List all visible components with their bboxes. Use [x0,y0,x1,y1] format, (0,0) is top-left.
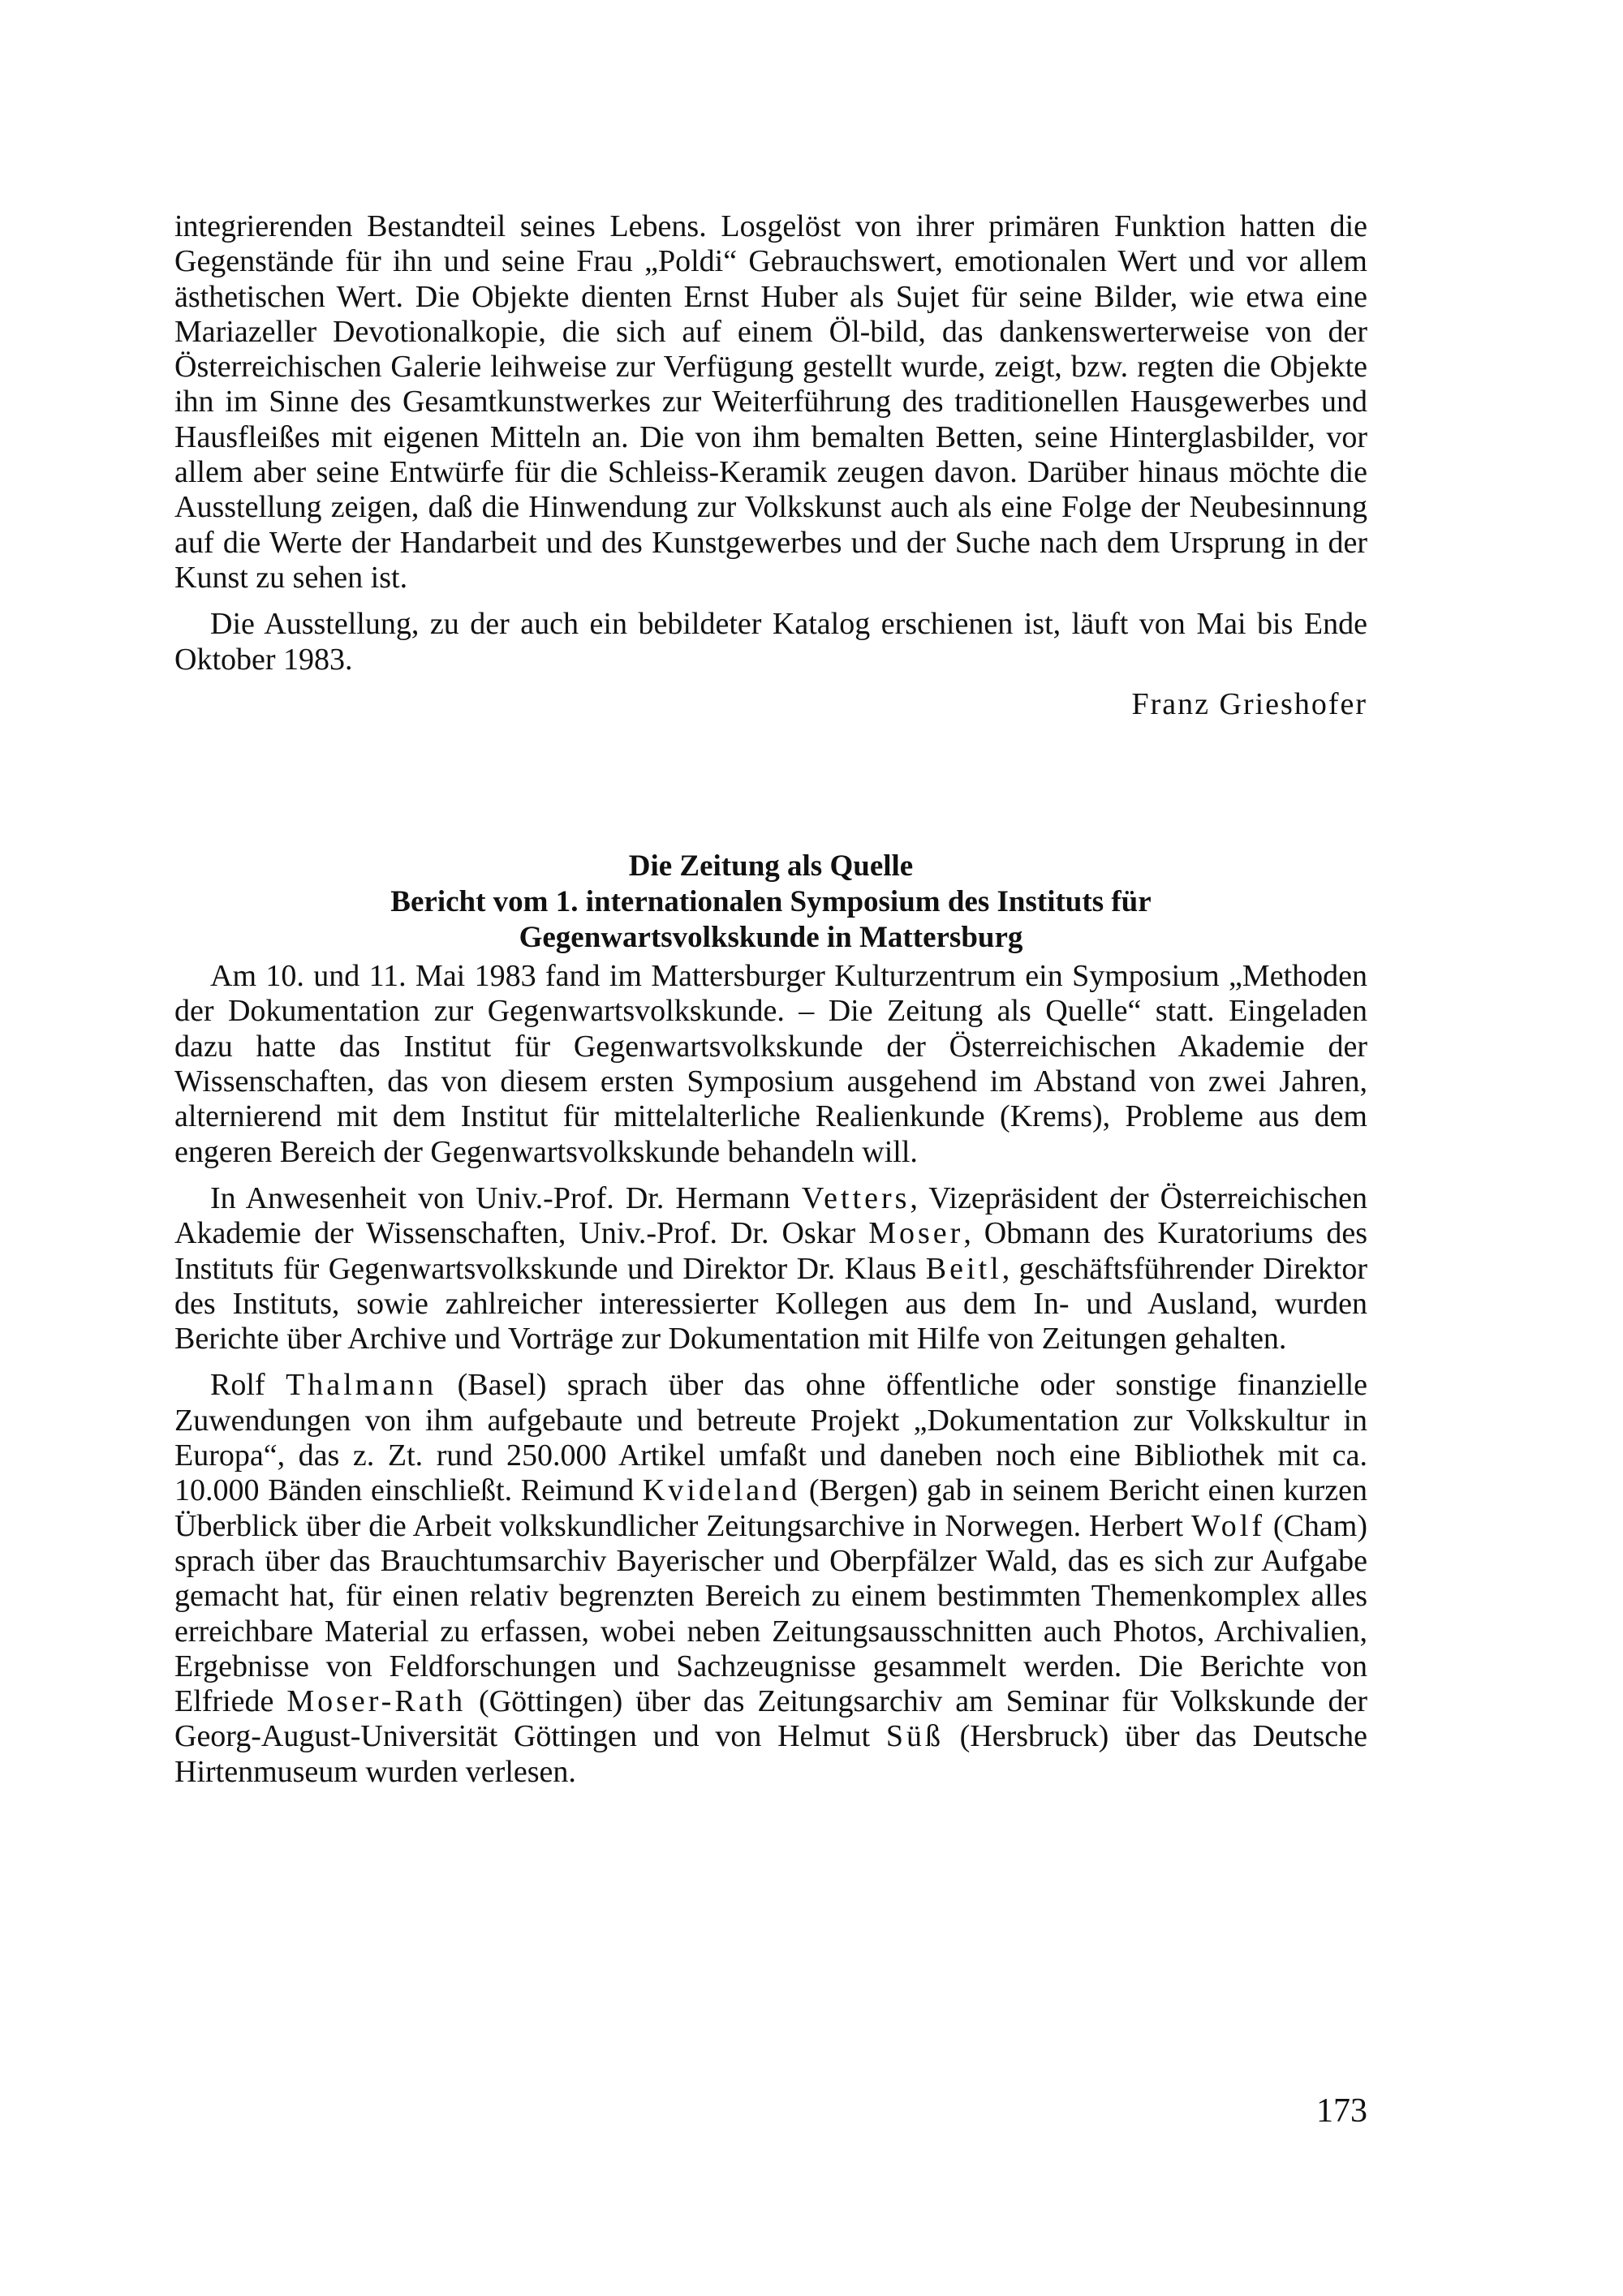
text-run: Rolf [210,1368,286,1403]
article-title: Die Zeitung als Quelle [628,849,914,884]
person-name: Moser-Rath [286,1684,467,1719]
person-name: Süß [885,1719,944,1754]
text-run: (Cham) sprach über das Brauchtumsarchiv Bayerischer und Oberpfälzer Wald, das es sich zur Aufgabe gemacht hat, für einen relativ begrenzten Bereich zu einem bestimmten Themenkomplex alles erreichbare Material zu erfassen, wobei neben Zeitungsausschnitten auch Photos, Archivalien, Ergebnisse von Feldforschungen und Sachzeugnisse gesammelt werden. Die Berichte von Elfriede [174,1508,1367,1719]
paragraph-continuation: integrierenden Bestandteil seines Lebens. Losgelöst von ihrer primären Funktion hatten die Gegenstände für ihn und seine Frau „Poldi“ Gebrauchswert, emotionalen Wert und vor allem ästhetischen Wert. Die Objekte dienten Ernst Huber als Sujet für seine Bilder, wie etwa eine Mariazeller Devotionalkopie, die sich auf einem Öl-bild, das dankenswerterweise von der Österreichischen Galerie leihweise zur Verfügung gestellt wurde, zeigt, bzw. regten die Objekte ihn im Sinne des Gesamtkunstwerkes zur Weiterführung des traditionellen Hausgewerbes und Hausfleißes mit eigenen Mitteln an. Die von ihm bemalten Betten, seine Hinterglasbilder, vor allem aber seine Entwürfe für die Schleiss-Keramik zeugen davon. Darüber hinaus möchte die Ausstellung zeigen, daß die Hinwendung zur Volkskunst auch als eine Folge der Neubesinnung auf die Werte der Handarbeit und des Kunstgewerbes und der Suche nach dem Ursprung in der Kunst zu sehen ist. [174,209,1367,595]
text-run: , Vizepräsident der Österreichischen Akademie der Wissenschaften, Univ.-Prof. Dr. Oskar [174,1180,1367,1251]
person-name: Wolf [1190,1508,1266,1543]
page-body [174,209,1367,1790]
paragraph-symposium-intro: Am 10. und 11. Mai 1983 fand im Mattersburger Kulturzentrum ein Symposium „Methoden der Dokumentation zur Gegenwartsvolkskunde. – Die Zeitung als Quelle“ statt. Eingeladen dazu hatte das Institut für Gegenwartsvolkskunde der Österreichischen Akademie der Wissenschaften, das von diesem ersten Symposium ausgehend im Abstand von zwei Jahren, alternierend mit dem Institut für mittelalterliche Realienkunde (Krems), Probleme aus dem engeren Bereich der Gegenwartsvolkskunde behandeln will. [174,959,1367,1169]
author-signature: Franz Grieshofer [1131,686,1367,721]
person-name: Moser [868,1216,964,1251]
text-run: , geschäftsführender Direktor des Instituts, sowie zahlreicher interessierter Kollegen aus dem In- und Ausland, wurden Berichte über Archive und Vorträge zur Dokumentation mit Hilfe von Zeitungen gehalten. [174,1251,1367,1357]
text-run: , Obmann des Kuratoriums des Instituts für Gegenwartsvolkskunde und Direktor Dr. Klaus [174,1216,1367,1286]
paragraph-exhibition-info: Die Ausstellung, zu der auch ein bebildeter Katalog erschienen ist, läuft von Mai bis Ende Oktober 1983. [174,607,1367,677]
person-name: Beitl [925,1251,1002,1286]
text-run: (Basel) sprach über das ohne öffentliche oder sonstige finanzielle Zuwendungen von ihm aufgebaute und betreute Projekt „Dokumentation zur Volkskultur in Europa“, das z. Zt. rund 250.000 Artikel umfaßt und daneben noch eine Bibliothek mit ca. 10.000 Bänden einschließt. Reimund [174,1368,1367,1508]
text-run: (Göttingen) über das Zeitungsarchiv am Seminar für Volkskunde der Georg-August-Universität Göttingen und von Helmut [174,1684,1367,1754]
person-name: Kvideland [642,1473,801,1508]
article-heading [174,849,1367,956]
paragraph-reports [174,1368,1367,1790]
article-subtitle-line-2: Gegenwartsvolkskunde in Mattersburg [519,921,1023,955]
paragraph-attendees [174,1181,1367,1357]
page-number: 173 [1316,2092,1367,2130]
article-subtitle-line-1: Bericht vom 1. internationalen Symposium des Instituts für [390,885,1152,919]
text-run: (Bergen) gab in seinem Bericht einen kurzen Überblick über die Arbeit volkskundlicher Zeitungsarchive in Norwegen. Herbert [174,1473,1367,1543]
text-run: In Anwesenheit von Univ.-Prof. Dr. Hermann [210,1180,802,1215]
text-run: (Hersbruck) über das Deutsche Hirtenmuseum wurden verlesen. [174,1719,1367,1789]
person-name: Vetters [801,1180,911,1215]
person-name: Thalmann [286,1368,437,1403]
